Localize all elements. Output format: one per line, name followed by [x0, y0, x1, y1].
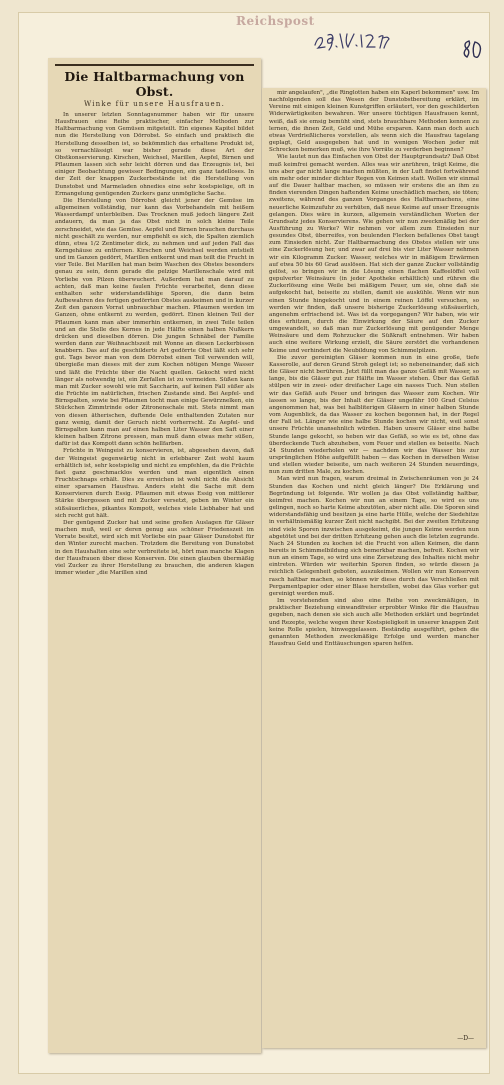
paragraph: In unserer letzten Sonntagsnummer haben wir für unsere Hausfrauen eine Reihe praktischer, einfacher Methoden zur Haltbarmachung von Gemüsen mitgeteilt. Ein eigenes Kapitel bildet nun die Herstellung von Dörrobst. So einfach und praktisch die Herstellung desselben ist, so bekömmlich das erhaltene Produkt ist, so vernachlässigt war bisher gerade diese Art der Obstkonservierung. Kirschen, Weichsel, Marillen, Aepfel, Birnen und Pflaumen lassen sich sehr leicht dörren und das Erzeugnis ist, bei einiger Beobachtung gewisser Bedingungen, ein ganz tadelloses. In der Zeit der knappen Zuckerbestände ist die Herstellung von Dunstobst und Marmeladen ohnedies eine sehr kostspielige, oft in Ermangelung genügenden Zuckers ganz unmögliche Sache. [55, 112, 254, 197]
article-subtitle: Winke für unsere Hausfrauen. [83, 100, 226, 108]
paper-edge [48, 1037, 261, 1053]
right-column-text [262, 88, 486, 650]
paragraph: Wie lautet nun das Einfachen von Obst der Hauptgrundsatz? Daß Obst muß keimfrei gemacht werden. Alles was wir anrühren, trägt Keime, die uns aber gar nicht lange machen müßten, in der Luft findet fortwährend ein mehr oder minder dichter Regen von Keimen statt. Wollen wir einmal auf die Dauer haltbar machen, so müssen wir erstens die an ihm zu finden vierenden Dingen haftenden Keime unschädlich machen, sie töten; zweitens, während des ganzen Vorganges des Haltbarmachens, eine neuerliche Keimzufuhr zu verhüten, daß neue Keime auf unser Erzeugnis gelangen. Dies wäre in kurzen, allgemein verständlichen Worten der Grundsatz jedes Konservierens. Wie gehen wir nun zweckmäßig bei der Ausführung zu Werke? Wir nehmen vor allem zum Einsieden nur gesundes Obst, überreifes, von beulenden Flecken befallenes Obst taugt zum Einsieden nicht. Zur Haltbarmachung des Obstes stellen wir uns eine Zuckerlösung her, und zwar auf drei bis vier Liter Wasser nehmen wir ein Kilogramm Zucker. Wasser, welches wir in mäßigem Erwärmen auf etwa 50 bis 60 Grad auslösen. Hat sich der ganze Zucker vollständig gelöst, so bringen wir in die Lösung einen flachen Kaffeelöffel voll gepulverter Weinsäure (in jeder Apotheke erhältlich) und rühren die Zuckerlösung eine Weile bei mäßigem Feuer, um sie, ohne daß sie aufgekocht hat, beiseite zu stellen, damit sie auskühle. Wenn wir nun einen Stunde hingekocht und in einem reinen Löffel versuchen, so werden wir finden, daß unsere bisherige Zuckerlösung süßsäuerlich, angenehm erfrischend ist. Was ist da vorgegangen? Wir haben, wie wir dies erhitzen, durch die Einwirkung der Säure auf den Zucker umgewandelt, so daß man nur Zuckerlösung mit genügender Menge Weinsäure und dem Rohrzucker die Süßkraft entnehmen. Wir haben auch eine weitere Wirkung erzielt, die Säure zerstört die vorhandenen Keime und verhindert die Neubildung von Schimmelpilzen. [269, 154, 479, 354]
paragraph: Man wird nun fragen, warum dreimal in Zwischenräumen von je 24 Stunden das Kochen und nicht gleich länger? Die Erklärung und Begründung ist folgende. Wir wollen ja das Obst vollständig haltbar, keimfrei machen. Kochen wir nun an einem Tage, so wird es uns gelingen, noch so harte Keime abzutöten, aber nicht alle. Die Sporen sind widerstandsfähig und besitzen ja eine harte Hülle, welche der Siedehitze in verhältnismäßig kurzer Zeit nicht nachgibt. Bei der zweiten Erhitzung sind viele Sporen inzwischen ausgekeimt, die jungen Keime werden nun abgetötet und bei der dritten Erhitzung gehen auch die letzten zugrunde. Nach 24 Stunden zu kochen ist die Frucht von allen Keimen, die dann bereits in Schimmelbildung sich bemerkbar machen, befreit. Kochen wir nun an einem Tage, so wird uns eine Zersetzung des Inhaltes nicht mehr eintreten. Würden wir weiterhin Sporen finden, so würde diesen ja reichlich Gelegenheit geboten, auszukeimen. Wollen wir nun Konserven rasch haltbar machen, so können wir diese durch das Verschließen mit Pergamentpapier oder einer Blase herstellen, wobei das Glas vorher gut gereinigt werden muß. [269, 476, 479, 597]
paragraph: Früchte in Weingeist zu konservieren, ist, abgesehen davon, daß der Weingeist gegenwärtig nicht in erlebbarer Zeit wohl kaum erhältlich ist, sehr kostspielig und nicht zu empfehlen, da die Früchte fast ganz geschmacklos werden und man eigentlich einen Fruchtschnaps erhält. Dies zu erreichen ist wohl nicht die Absicht einer sparsamen Hausfrau. Anders steht die Sache mit dem Konservieren durch Essig. Pflaumen mit etwas Essig von mittlerer Stärke übergossen und mit Zucker versetzt, geben im Winter ein süßsäuerliches, pikantes Kompott, welches viele Liebhaber hat und sich recht gut hält. [55, 448, 254, 519]
article-clipping-left [48, 58, 261, 1053]
article-heading [55, 64, 254, 108]
handwritten-date [312, 26, 392, 52]
paragraph: Die Herstellung von Dörrobst gleicht jener der Gemüse im allgemeinen vollständig, nur kann das Vorbehandeln mit heißem Wasserdampf unterbleiben. Das Trocknen muß jedoch längere Zeit andauern, da man ja das Obst nicht in solch kleine Teile zerschneidet, wie das Gemüse. Aepfel und Birnen brauchen durchaus nicht geschält zu werden, nur empfiehlt es sich, die Spalten ziemlich dünn, etwa 1/2 Zentimeter dick, zu nehmen und auf jeden Fall das Kerngehäuse zu entfernen. Kirschen und Weichsel werden entstielt und im Ganzen gedörrt, Marillen entkernt und man teilt die Frucht in vier Teile. Bei Marillen hat man beim Waschen des Obstes besonders genau zu sein, denn gerade die pelzige Marillenschale wird mit Vorliebe von Pilzen überwuchert. Außerdem hat man darauf zu achten, daß man keine faulen Früchte verarbeitet, denn diese enthalten sehr widerstandsfähige Sporen, die dann beim Aufbewahren des fertigen gedörrten Obstes auskeimen und in kurzer Zeit den ganzen Vorrat unbrauchbar machen. Pflaumen werden im Ganzen, ohne entkernt zu werden, gedörrt. Einen kleinen Teil der Pflaumen kann man aber immerhin entkernen, in zwei Teile teilen und an die Stelle des Kernes in jede Hälfte einen halben Nußkern drücken und dieselben dörren. Die jungen Schnäbel der Familie werden dann zur Weihnachtszeit mit Wonne an diesen Leckerbissen knabbern. Das auf die geschilderte Art gedörrte Obst läßt sich sehr gut. Tags bevor man von dem Dörrobst einen Teil verwenden will, übergieße man dieses mit der zum Kochen nötigen Menge Wasser und läßt die Früchte über die Nacht quellen. Gekocht wird nicht länger als notwendig ist, ein Zerfallen ist zu vermeiden. Süßen kann man mit Zucker sowohl wie mit Saccharin, auf keinen Fall süßer als die Früchte im natürlichen, frischen Zustande sind. Bei Aepfel- und Birnspalten, sowie bei Pflaumen tocht man einige Gewürznelken, ein Stückchen Zimmtrinde oder Zitronenschale mit. Stets nimmt man von diesen ätherischen, duftende Oele enthaltenden Zutaten nur ganz wenig, damit der Geruch nicht vorherrscht. Zu Aepfel- und Birnspalten kann man auf einen halben Liter Wasser den Saft einer kleinen halben Zitrone pressen, man muß dann etwas mehr süßen, dafür ist das Kompott dann schön hellfarben. [55, 197, 254, 448]
paragraph: Im vorstehenden sind also eine Reihe von zweckmäßigen, in praktischer Beziehung einwandfreier erprobter Winke für die Hausfrau gegeben, nach denen sie sich auch alle Methoden erklärt und begründet und Rezepte, welche wegen ihrer Kostspieligkeit in unserer knappen Zeit keine Rolle spielen, hinweggelassen. Beständig ausgeführt, geben die genannten Methoden zweckmäßige Erfolge und werden mancher Hausfrau Geld und Enttäuschungen sparen helfen. [269, 598, 479, 648]
paragraph: mir angelaufen", „die Ringlotten haben ein Kaperl bekommen" usw. Im nachfolgenden soll das Wesen der Dunstobstbereitung erklärt, im Vereine mit einigen kleinen Kunstgriffen erläutert, vor den geschilderten Widerwärtigkeiten bewahren. Wer unsere tüchtigen Hausfrauen kennt, weiß, daß sie emsig bemüht sind, stets brauchbare Methoden kennen zu lernen, die ihnen Zeit, Geld und Mühe ersparen. Kann man doch auch etwas Verdrießlicheres vorstellen, als wenn sich die Hausfrau tagelang geplagt, Geld ausgegeben hat und in wenigen Wochen jeder mit Schrecken bemerken muß, wie ihre Vorräte zu verderben beginnen? [269, 90, 479, 154]
paragraph: Der genügend Zucker hat und seine großen Auslagen für Gläser machen muß, weil er deren genug aus schöner Friedenszeit im Vorrate besitzt, wird sich mit Vorliebe ein paar Gläser Dunstobst für den Winter zurecht machen. Trotzdem die Bereitung von Dunstobst in den Haushalten eine sehr verbreitete ist, hört man manche Klagen der Hausfrauen über diese Konserven. Die einen glauben übermäßig viel Zucker zu ihrer Herstellung zu brauchen, die anderen klagen immer wieder „die Marillen sind [55, 519, 254, 576]
paragraph: Die zuvor gereinigten Gläser kommen nun in eine große, tiefe Kasserolle, auf deren Grund Stroh gelegt ist; so nebeneinander, daß sich die Gläser nicht berühren. Jetzt füllt man das ganze Gefäß mit Wasser, so lange, bis die Gläser gut zur Hälfte im Wasser stehen. Über das Gefäß stülpen wir in zwei- oder dreifacher Lage ein nasses Tuch. Nun stellen wir das Gefäß aufs Feuer und bringen das Wasser zum Kochen. Wir lassen so lange, bis der Inhalt der Gläser ungefähr 100 Grad Celsius angenommen hat, was bei halbliterigen Gläsern in einer halben Stunde vom Augenblick, da das Wasser zu kochen begonnen hat, in der Regel der Fall ist. Länger wie eine halbe Stunde kochen wir nicht, weil sonst unsere Früchte unansehnlich würden. Haben unsere Gläser eine halbe Stunde lange gekocht, so heben wir das Gefäß, so wie es ist, ohne das überdeckende Tuch abzuheben, vom Feuer und stellen es beiseite. Nach 24 Stunden wiederholen wir — nachdem wir das Wasser bis zur ursprünglichen Höhe aufgefüllt haben — das Kochen in derselben Weise und stellen wieder beiseite, um nach weiteren 24 Stunden neuerdings, nun zum dritten Male, zu kochen. [269, 354, 479, 476]
author-signature: —D— [457, 1035, 474, 1042]
left-column-text [48, 110, 261, 579]
folio-number [460, 36, 484, 64]
article-title: Die Haltbarmachung von Obst. [64, 69, 245, 99]
newspaper-stamp: Reichspost [236, 14, 315, 28]
article-clipping-right [262, 88, 486, 1048]
